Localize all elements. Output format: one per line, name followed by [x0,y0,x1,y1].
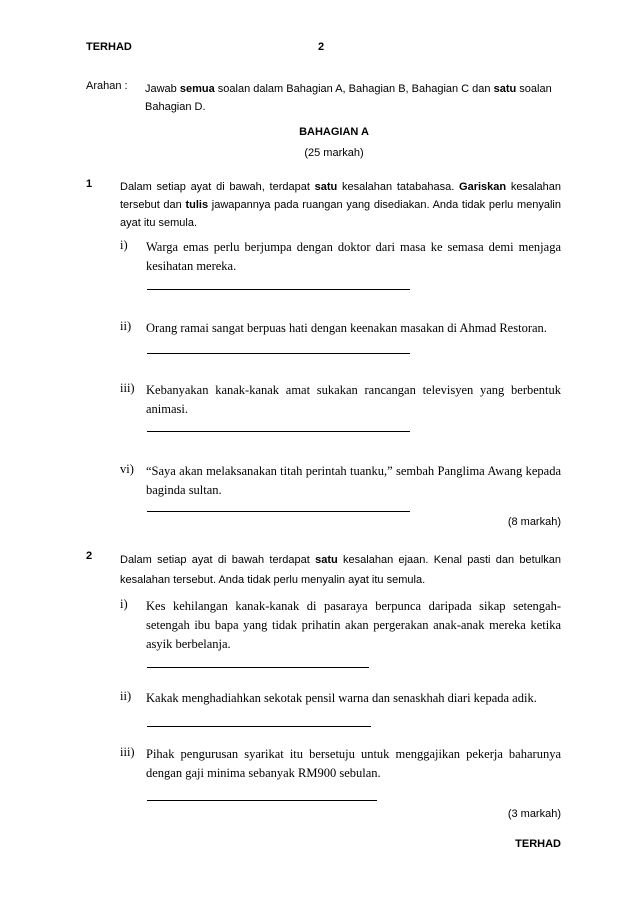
q1-item-text: “Saya akan melaksanakan titah perintah tuanku,” sembah Panglima Awang kepada baginda sultan. [146,464,561,497]
q2-item-label: ii) [120,689,132,703]
q2-item-text: Pihak pengurusan syarikat itu bersetuju untuk menggajikan pekerja baharunya dengan gaji minima sebanyak RM900 sebulan. [146,747,561,780]
question-1-instruction: Dalam setiap ayat di bawah, terdapat satu kesalahan tatabahasa. Gariskan kesalahan tersebut dan tulis jawapannya pada ruangan yang disediakan. Anda tidak perlu menyalin ayat itu semula. [120,181,562,229]
q1-item-label: ii) [120,319,132,333]
answer-line[interactable] [147,800,377,801]
q2-item-text: Kakak menghadiahkan sekotak pensil warna dan senaskhah diari kepada adik. [146,691,537,705]
footer-terhad: TERHAD [515,838,561,850]
answer-line[interactable] [147,511,410,512]
question-2-instruction: Dalam setiap ayat di bawah terdapat satu kesalahan ejaan. Kenal pasti dan betulkan kesalahan tersebut. Anda tidak perlu menyalin ayat itu semula. [120,554,561,586]
answer-line[interactable] [147,431,410,432]
page-number: 2 [318,41,325,53]
answer-line[interactable] [147,667,369,668]
section-marks: (25 markah) [304,147,364,159]
answer-line[interactable] [147,726,371,727]
section-title: BAHAGIAN A [299,126,369,138]
arahan-text: Jawab semua soalan dalam Bahagian A, Bahagian B, Bahagian C dan satu soalan Bahagian D. [145,83,552,113]
answer-line[interactable] [147,353,410,354]
q1-item-text: Orang ramai sangat berpuas hati dengan keenakan masakan di Ahmad Restoran. [146,321,547,335]
q2-item-label: i) [120,597,128,611]
q2-item-text: Kes kehilangan kanak-kanak di pasaraya berpunca daripada sikap setengah-setengah ibu bapa yang tidak prihatin akan pergerakan anak-anak mereka ketika asyik berbelanja. [146,599,561,651]
q2-marks: (3 markah) [507,808,561,820]
q1-item-label: i) [120,238,128,252]
q1-item-text: Warga emas perlu berjumpa dengan doktor dari masa ke semasa demi menjaga kesihatan mereka. [146,240,561,273]
q1-marks: (8 markah) [507,516,561,528]
header-terhad: TERHAD [86,41,132,53]
q1-item-label: vi) [120,462,134,476]
arahan-label: Arahan : [86,80,128,92]
q1-item-label: iii) [120,381,135,395]
answer-line[interactable] [147,289,410,290]
question-1-number: 1 [86,178,93,190]
q2-item-label: iii) [120,745,135,759]
q1-item-text: Kebanyakan kanak-kanak amat sukakan rancangan televisyen yang berbentuk animasi. [146,383,561,416]
question-2-number: 2 [86,550,93,562]
